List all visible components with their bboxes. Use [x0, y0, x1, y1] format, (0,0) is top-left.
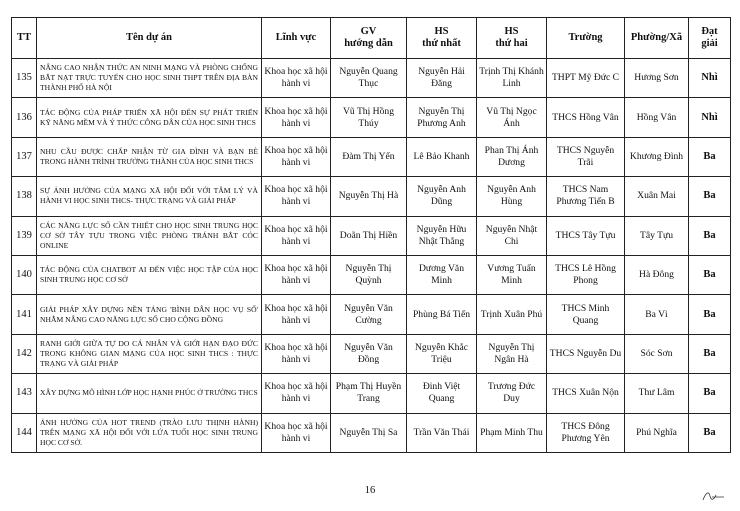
cell-ward: Tây Tựu	[625, 216, 689, 255]
cell-student1: Đinh Việt Quang	[407, 374, 477, 413]
cell-project: TÁC ĐỘNG CỦA CHATBOT AI ĐẾN VIỆC HỌC TẬP CỦA HỌC SINH TRUNG HỌC CƠ SỞ	[37, 255, 262, 294]
cell-project: NHU CẦU ĐƯỢC CHẤP NHẬN TỪ GIA ĐÌNH VÀ BẠN BÈ TRONG HÀNH TRÌNH TRƯỞNG THÀNH CỦA HỌC SINH THCS	[37, 137, 262, 176]
table-row	[12, 216, 731, 255]
cell-project: NÂNG CAO NHẬN THỨC AN NINH MẠNG VÀ PHÒNG CHỐNG BẮT NẠT TRỰC TUYẾN CHO HỌC SINH THPT TRÊN ĐỊA BÀN THÀNH PHỐ HÀ NỘI	[37, 59, 262, 98]
cell-student2: Nguyễn Nhật Chi	[477, 216, 547, 255]
cell-project: TÁC ĐỘNG CỦA PHÁP TRIỂN XÃ HỘI ĐẾN SỰ PHÁT TRIỂN KỸ NĂNG MỀM VÀ Ý THỨC CÔNG DÂN CỦA HỌC SINH THCS	[37, 98, 262, 137]
table-row	[12, 137, 731, 176]
cell-project: GIẢI PHÁP XÂY DỰNG NỀN TẢNG 'BÌNH DÂN HỌC VỤ SỐ' NHẰM NÂNG CAO NĂNG LỰC SỐ CHO CỘNG ĐỒNG	[37, 295, 262, 334]
cell-student2: Phan Thị Ánh Dương	[477, 137, 547, 176]
table-row	[12, 374, 731, 413]
header-advisor	[331, 18, 407, 59]
header-student2	[477, 18, 547, 59]
cell-tt: 142	[12, 334, 37, 373]
cell-field: Khoa học xã hội hành vi	[262, 59, 331, 98]
cell-school: THCS Nguyễn Du	[547, 334, 625, 373]
cell-tt: 143	[12, 374, 37, 413]
cell-school: THCS Nam Phương Tiến B	[547, 177, 625, 216]
cell-school: THCS Đông Phương Yên	[547, 413, 625, 452]
cell-tt: 136	[12, 98, 37, 137]
cell-student2: Trương Đức Duy	[477, 374, 547, 413]
cell-project: CÁC NĂNG LỰC SỐ CẦN THIẾT CHO HỌC SINH TRUNG HỌC CƠ SỞ TÂY TỰU TRONG VIỆC PHÒNG TRÁNH BẮT CÓC ONLINE	[37, 216, 262, 255]
cell-project: XÂY DỰNG MÔ HÌNH LỚP HỌC HẠNH PHÚC Ở TRƯỜNG THCS	[37, 374, 262, 413]
cell-student2: Nguyễn Thị Ngân Hà	[477, 334, 547, 373]
cell-award: Nhì	[689, 98, 731, 137]
signature-mark	[700, 488, 726, 504]
header-award-line1: Đạt	[701, 26, 718, 37]
cell-field: Khoa học xã hội hành vi	[262, 255, 331, 294]
cell-award: Ba	[689, 334, 731, 373]
cell-student2: Phạm Minh Thu	[477, 413, 547, 452]
cell-advisor: Nguyễn Thị Quỳnh	[331, 255, 407, 294]
cell-project: RANH GIỚI GIỮA TỰ DO CÁ NHÂN VÀ GIỚI HẠN ĐẠO ĐỨC TRONG KHÔNG GIAN MẠNG CỦA HỌC SINH THCS : THỰC TRẠNG VÀ GIẢI PHÁP	[37, 334, 262, 373]
cell-award: Ba	[689, 255, 731, 294]
cell-award: Ba	[689, 216, 731, 255]
cell-advisor: Nguyễn Thị Sa	[331, 413, 407, 452]
header-student1-line1: HS	[434, 26, 449, 37]
cell-ward: Thư Lâm	[625, 374, 689, 413]
cell-student1: Lê Bảo Khanh	[407, 137, 477, 176]
table-row	[12, 59, 731, 98]
header-student2-line1: HS	[504, 26, 519, 37]
cell-school: THCS Nguyễn Trãi	[547, 137, 625, 176]
cell-advisor: Nguyễn Thị Hà	[331, 177, 407, 216]
cell-school: THCS Hồng Vân	[547, 98, 625, 137]
cell-award: Ba	[689, 413, 731, 452]
cell-student1: Phùng Bá Tiến	[407, 295, 477, 334]
header-student1-line2: thứ nhất	[422, 38, 461, 49]
cell-student1: Nguyễn Thị Phương Anh	[407, 98, 477, 137]
cell-ward: Sóc Sơn	[625, 334, 689, 373]
header-student2-line2: thứ hai	[495, 38, 528, 49]
cell-advisor: Phạm Thị Huyền Trang	[331, 374, 407, 413]
cell-award: Ba	[689, 374, 731, 413]
header-field: Lĩnh vực	[262, 18, 331, 59]
cell-field: Khoa học xã hội hành vi	[262, 295, 331, 334]
header-student1	[407, 18, 477, 59]
cell-tt: 137	[12, 137, 37, 176]
table-row	[12, 295, 731, 334]
cell-advisor: Nguyễn Văn Đồng	[331, 334, 407, 373]
cell-ward: Hồng Vân	[625, 98, 689, 137]
cell-project: ẢNH HƯỞNG CỦA HOT TREND (TRÀO LƯU THỊNH HÀNH) TRÊN MẠNG XÃ HỘI ĐỐI VỚI LỨA TUỔI HỌC SINH TRUNG HỌC CƠ SỞ.	[37, 413, 262, 452]
cell-field: Khoa học xã hội hành vi	[262, 98, 331, 137]
cell-ward: Ba Vì	[625, 295, 689, 334]
cell-student1: Nguyễn Hữu Nhật Thắng	[407, 216, 477, 255]
header-advisor-line1: GV	[360, 26, 377, 37]
cell-field: Khoa học xã hội hành vi	[262, 177, 331, 216]
cell-student1: Nguyễn Hải Đăng	[407, 59, 477, 98]
cell-advisor: Nguyễn Văn Cường	[331, 295, 407, 334]
header-ward: Phường/Xã	[625, 18, 689, 59]
cell-field: Khoa học xã hội hành vi	[262, 137, 331, 176]
cell-advisor: Doãn Thị Hiền	[331, 216, 407, 255]
header-advisor-line2: hướng dẫn	[344, 38, 393, 49]
header-project: Tên dự án	[37, 18, 262, 59]
cell-tt: 144	[12, 413, 37, 452]
results-table-container	[11, 17, 730, 453]
cell-field: Khoa học xã hội hành vi	[262, 413, 331, 452]
cell-field: Khoa học xã hội hành vi	[262, 374, 331, 413]
cell-tt: 138	[12, 177, 37, 216]
results-table	[11, 17, 731, 453]
cell-ward: Hà Đông	[625, 255, 689, 294]
table-row	[12, 98, 731, 137]
cell-student1: Nguyễn Khắc Triệu	[407, 334, 477, 373]
cell-advisor: Đàm Thị Yến	[331, 137, 407, 176]
cell-ward: Hương Sơn	[625, 59, 689, 98]
cell-student2: Nguyễn Anh Hùng	[477, 177, 547, 216]
cell-student1: Trần Văn Thái	[407, 413, 477, 452]
cell-school: THPT Mỹ Đức C	[547, 59, 625, 98]
table-row	[12, 334, 731, 373]
cell-ward: Phú Nghĩa	[625, 413, 689, 452]
header-award-line2: giải	[701, 38, 718, 49]
cell-project: SỰ ẢNH HƯỞNG CỦA MẠNG XÃ HỘI ĐỐI VỚI TÂM LÝ VÀ HÀNH VI HỌC SINH THCS- THỰC TRẠNG VÀ GIẢI PHÁP	[37, 177, 262, 216]
cell-ward: Khương Đình	[625, 137, 689, 176]
header-school: Trường	[547, 18, 625, 59]
table-row	[12, 255, 731, 294]
header-tt: TT	[12, 18, 37, 59]
header-award	[689, 18, 731, 59]
cell-tt: 135	[12, 59, 37, 98]
cell-advisor: Vũ Thị Hồng Thúy	[331, 98, 407, 137]
cell-advisor: Nguyễn Quang Thục	[331, 59, 407, 98]
cell-award: Ba	[689, 177, 731, 216]
cell-ward: Xuân Mai	[625, 177, 689, 216]
cell-student2: Vũ Thị Ngọc Ánh	[477, 98, 547, 137]
cell-field: Khoa học xã hội hành vi	[262, 334, 331, 373]
cell-school: THCS Lê Hồng Phong	[547, 255, 625, 294]
table-row	[12, 413, 731, 452]
cell-student1: Nguyễn Anh Dũng	[407, 177, 477, 216]
cell-field: Khoa học xã hội hành vi	[262, 216, 331, 255]
cell-tt: 139	[12, 216, 37, 255]
header-row	[12, 18, 731, 59]
table-row	[12, 177, 731, 216]
cell-award: Nhì	[689, 59, 731, 98]
cell-award: Ba	[689, 295, 731, 334]
cell-tt: 140	[12, 255, 37, 294]
cell-student1: Dương Văn Minh	[407, 255, 477, 294]
cell-school: THCS Xuân Nộn	[547, 374, 625, 413]
page-number: 16	[364, 485, 376, 496]
cell-student2: Trịnh Thị Khánh Linh	[477, 59, 547, 98]
cell-school: THCS Tây Tựu	[547, 216, 625, 255]
cell-student2: Vương Tuấn Minh	[477, 255, 547, 294]
cell-award: Ba	[689, 137, 731, 176]
cell-school: THCS Minh Quang	[547, 295, 625, 334]
cell-student2: Trịnh Xuân Phú	[477, 295, 547, 334]
cell-tt: 141	[12, 295, 37, 334]
